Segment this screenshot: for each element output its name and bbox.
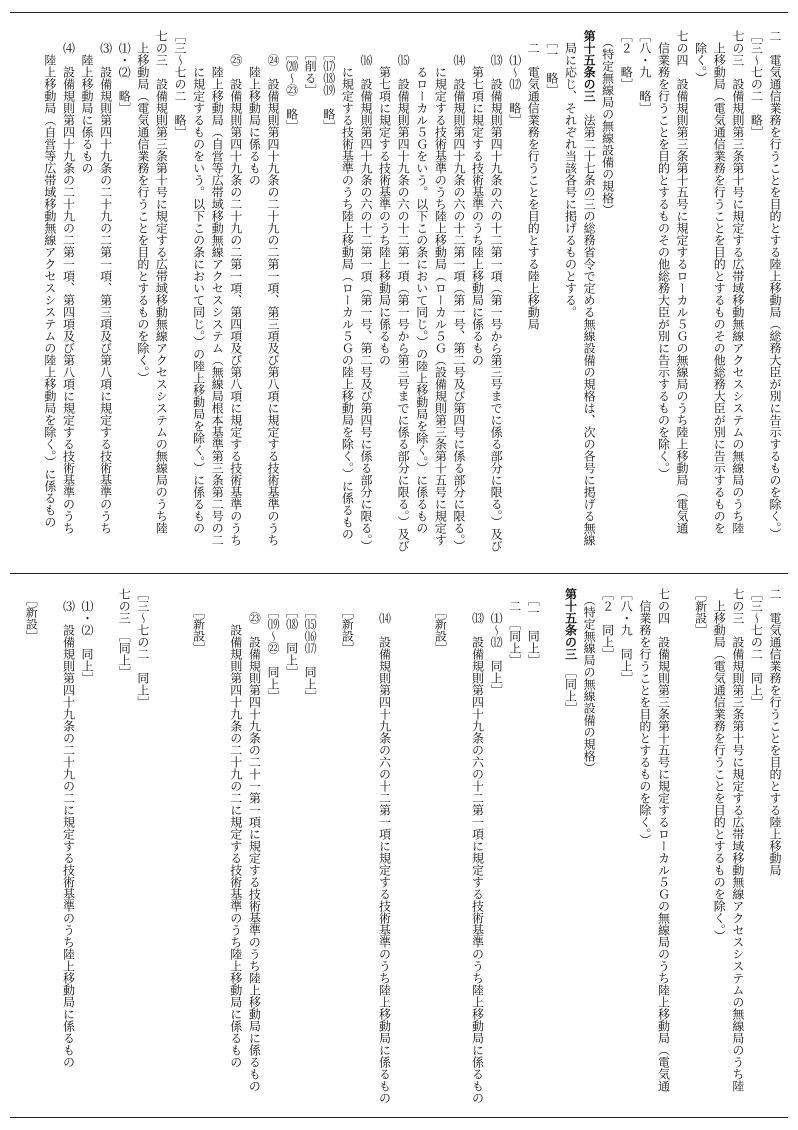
text-line: 設備規則第四十九条の二十九の二に規定する技術基準のうち陸上移動局に係るもの xyxy=(228,588,243,1068)
text-line: 上移動局（電気通信業務を行うことを目的とするものその他総務大臣が別に告示するものを xyxy=(712,30,727,534)
text-line: 七の四 設備規則第三条第十五号に規定するローカル５Ｇの無線局のうち陸上移動局（電気通 xyxy=(656,588,671,1092)
text-line: 信業務を行うことを目的とするものを除く。） xyxy=(637,588,652,846)
text-line: （特定無線局の無線設備の規格） xyxy=(582,588,597,774)
text-line: ［⒆〜㉒ 同上］ xyxy=(265,588,280,702)
text-line: 第十五条の三 法第二十七条の三の総務省令で定める無線設備の規格は、次の各号に掲げる無線 xyxy=(582,30,597,546)
text-line xyxy=(208,588,227,1110)
text-line xyxy=(319,588,338,1110)
text-line: ［三〜七の二 同上］ xyxy=(749,588,764,708)
text-line: 上移動局（電気通信業務を行うことを目的とするものを除く。） xyxy=(712,588,727,942)
text-line: ⑶ 設備規則第四十九条の二十九の二に規定する技術基準のうち陸上移動局に係るもの xyxy=(61,588,76,1068)
text-line: ［三〜七の二 略］ xyxy=(173,30,187,138)
text-line: ⒀ 設備規則第四十九条の六の十二第一項に規定する技術基準のうち陸上移動局に係るもの xyxy=(470,588,485,1104)
text-line xyxy=(152,588,171,1110)
text-line: ［２ 同上］ xyxy=(600,588,615,660)
text-line: ⒃ 設備規則第四十九条の六の十二第一項（第一号、第二号及び第四号に係る部分に限る。） xyxy=(358,30,373,552)
text-line: ⑶ 設備規則第四十九条の二十九の二第一項、第三項及び第八項に規定する技術基準のうち xyxy=(98,30,113,534)
text-line: ⑴〜⑿ 同上］ xyxy=(489,588,504,696)
text-line: 二 ［同上］ xyxy=(507,588,522,666)
text-line: 二 電気通信業務を行うことを目的とする陸上移動局 xyxy=(526,30,541,330)
text-line: に規定する技術基準のうち陸上移動局（ローカル５Ｇの陸上移動局を除く。）に係るもの xyxy=(340,30,355,540)
text-line xyxy=(449,588,468,1110)
text-line: ［⒂⒃⒄ 同上］ xyxy=(303,588,318,702)
text-line: ⒀ 設備規則第四十九条の六の十二第一項（第一号から第三号までに係る部分に限る。）及び xyxy=(489,30,504,552)
text-line: 七の四 設備規則第三条第十五号に規定するローカル５Ｇの無線局のうち陸上移動局（電気通 xyxy=(675,30,690,534)
revised-text-section xyxy=(16,30,784,560)
text-line: ㉕ 設備規則第四十九条の二十九の二第一項、第四項及び第八項に規定する技術基準のうち xyxy=(228,30,243,546)
text-line: 二 電気通信業務を行うことを目的とする陸上移動局（総務大臣が別に告示するものを除く。） xyxy=(768,30,782,540)
text-line: ［⒇〜㉓ 略］ xyxy=(284,30,299,132)
text-line: ⑴〜⑿ 略］ xyxy=(507,30,522,126)
text-line xyxy=(542,588,561,1110)
text-line: ㉔ 設備規則第四十九条の二十九の二第一項、第三項及び第八項に規定する技術基準のうち xyxy=(265,30,280,546)
text-line: 上移動局（電気通信業務を行うことを目的とするものを除く。） xyxy=(135,30,150,384)
text-line: るローカル５Ｇをいう。以下この条において同じ。）の陸上移動局を除く。）に係るもの xyxy=(414,30,429,534)
text-line: ［三〜七の二 同上］ xyxy=(135,588,150,708)
text-line: 第七項に規定する技術基準のうち陸上移動局に係るもの xyxy=(470,30,485,366)
text-line: 第七項に規定する技術基準のうち陸上移動局に係るもの xyxy=(377,30,392,366)
section-divider xyxy=(10,573,788,574)
text-line: ［削る］ xyxy=(303,30,318,96)
text-line: 陸上移動局（自営等広帯域移動無線アクセスシステム（無線局根本基準第三条第二号の二 xyxy=(210,30,225,546)
article-number: 第十五条の三 xyxy=(582,30,597,102)
text-line xyxy=(170,588,189,1110)
text-line xyxy=(96,588,115,1110)
text-line: ［新設］ xyxy=(693,588,708,636)
text-line: 七の三 ［同上］ xyxy=(117,588,132,678)
text-line xyxy=(412,588,431,1110)
text-line: ［⒅ 同上］ xyxy=(284,588,299,678)
text-line xyxy=(40,588,59,1110)
text-line: ⑴・⑵ 同上］ xyxy=(80,588,95,684)
text-line: 第十五条の三 ［同上］ xyxy=(563,588,578,714)
text-line: ［一 略］ xyxy=(544,30,559,96)
text-line: 七の三 設備規則第三条第十号に規定する広帯域移動無線アクセスシステムの無線局のうち陸 xyxy=(730,30,745,534)
text-line: ［新設］ xyxy=(191,588,206,654)
text-line: ⒁ 設備規則第四十九条の六の十二第一項（第一号、第二号及び第四号に係る部分に限る。） xyxy=(451,30,466,552)
text-line: 除く。） xyxy=(693,30,708,84)
text-line: 二 電気通信業務を行うことを目的とする陸上移動局 xyxy=(768,588,782,876)
text-line: ⑷ 設備規則第四十九条の二十九の二第一項、第四項及び第八項に規定する技術基準のうち xyxy=(61,30,76,534)
text-line: ［新設］ xyxy=(340,588,355,654)
text-line xyxy=(356,588,375,1110)
text-line xyxy=(394,588,413,1110)
text-line: ［八・九 略］ xyxy=(637,30,652,114)
text-line: （特定無線局の無線設備の規格） xyxy=(600,30,615,216)
text-line: に規定するものをいう。以下この条において同じ。）の陸上移動局を除く。）に係るもの xyxy=(191,30,206,534)
text-line: 局に応じ、それぞれ当該各号に掲げるものとする。 xyxy=(563,30,578,318)
text-line: ⑴・⑵ 略］ xyxy=(117,30,132,114)
text-line: 信業務を行うことを目的とするものその他総務大臣が別に告示するものを除く。） xyxy=(656,30,671,480)
text-line: 七の三 設備規則第三条第十号に規定する広帯域移動無線アクセスシステムの無線局のうち陸 xyxy=(730,588,745,1092)
text-line: ［新設］ xyxy=(433,588,448,654)
text-line: ㉓ 設備規則第四十九条の二十一第一項に規定する技術基準のうち陸上移動局に係るもの xyxy=(247,588,262,1092)
text-line: 陸上移動局（自営等広帯域移動無線アクセスシステムの陸上移動局を除く。）に係るもの xyxy=(42,30,57,528)
text-line: ⒁ 設備規則第四十九条の六の十二第一項に規定する技術基準のうち陸上移動局に係るもの xyxy=(377,588,392,1104)
current-text-section xyxy=(16,588,784,1110)
text-line: ⒂ 設備規則第四十九条の六の十二第一項（第一号から第三号までに係る部分に限る。）及び xyxy=(396,30,411,552)
text-line: 陸上移動局に係るもの xyxy=(80,30,95,174)
text-line: ［⒄⒅⒆ 略］ xyxy=(321,30,336,132)
text-line: ［八・九 同上］ xyxy=(619,588,634,684)
text-line: に規定する技術基準のうち陸上移動局（ローカル５Ｇ（設備規則第三条第十五号に規定す xyxy=(433,30,448,546)
text-line xyxy=(672,588,691,1110)
text-line: ［一 同上］ xyxy=(526,588,541,666)
text-line: ［三〜七の二 略］ xyxy=(749,30,764,138)
article-number: 第十五条の三 xyxy=(563,588,578,660)
text-line: 陸上移動局に係るもの xyxy=(247,30,262,186)
text-line: ［２ 略］ xyxy=(619,30,634,90)
text-line: 七の三 設備規則第三条第十号に規定する広帯域移動無線アクセスシステムの無線局のうち陸 xyxy=(154,30,169,534)
text-line: ［新設］ xyxy=(24,588,39,642)
